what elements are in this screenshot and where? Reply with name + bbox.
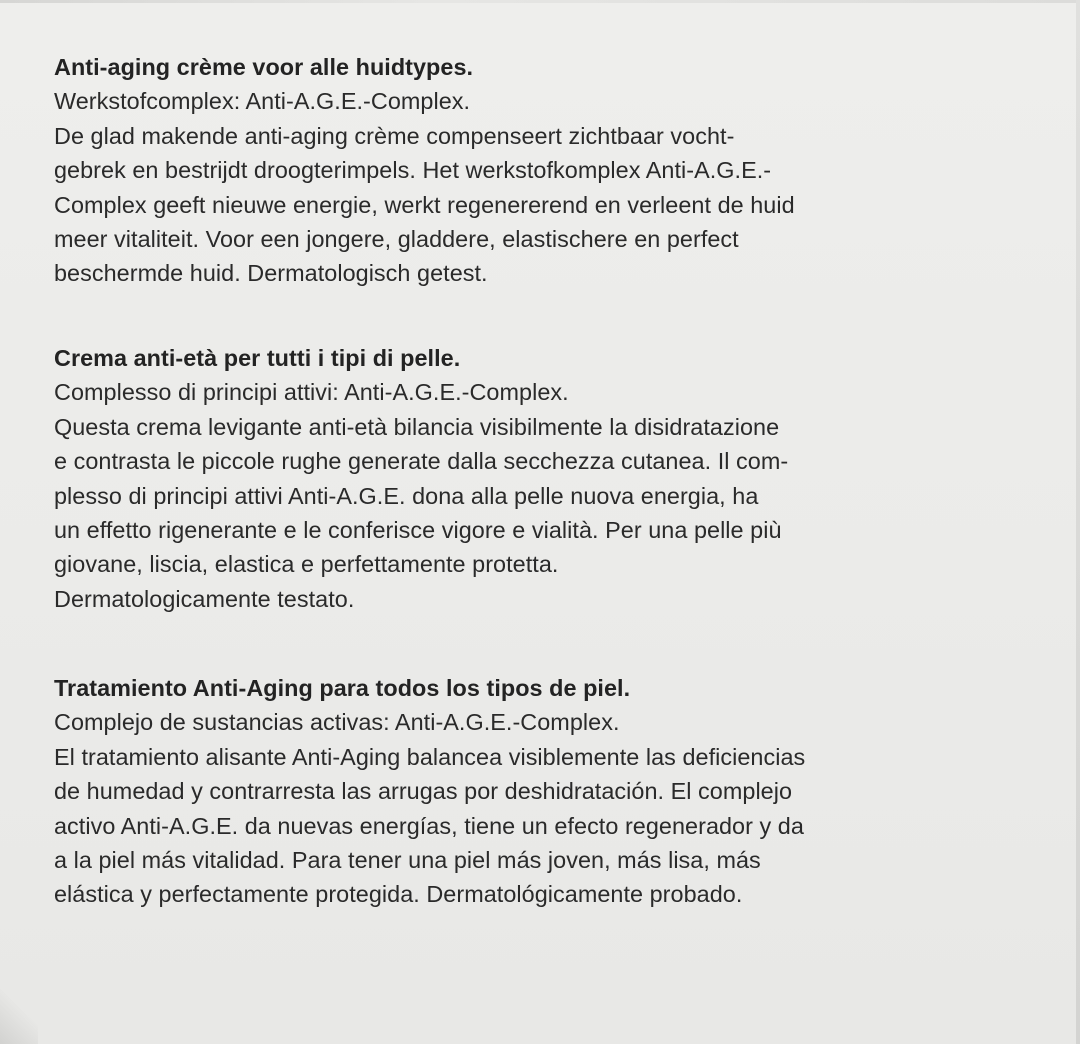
text-line: El tratamiento alisante Anti-Aging balancea visiblemente las deficiencias	[54, 743, 806, 770]
text-line: de humedad y contrarresta las arrugas por deshidratación. El complejo	[54, 778, 793, 805]
text-line: Dermatologicamente testato.	[54, 585, 355, 612]
section-heading: Crema anti-età per tutti i tipi di pelle.	[54, 345, 461, 371]
text-line: a la piel más vitalidad. Para tener una piel más joven, más lisa, más	[54, 847, 761, 874]
text-line: gebrek en bestrijdt droogterimpels. Het werkstofkomplex Anti-A.G.E.-	[54, 157, 772, 184]
text-line: Werkstofcomplex: Anti-A.G.E.-Complex.	[54, 88, 471, 115]
text-line: e contrasta le piccole rughe generate dalla secchezza cutanea. Il com-	[54, 448, 789, 475]
box-top-edge	[0, 0, 1080, 3]
text-line: plesso di principi attivi Anti-A.G.E. dona alla pelle nuova energia, ha	[54, 482, 759, 509]
text-line: meer vitaliteit. Voor een jongere, gladdere, elastischere en perfect	[54, 226, 739, 253]
text-line: elástica y perfectamente protegida. Dermatológicamente probado.	[54, 881, 743, 908]
section-heading: Tratamiento Anti-Aging para todos los tipos de piel.	[54, 675, 631, 701]
section-heading: Anti-aging crème voor alle huidtypes.	[54, 54, 474, 80]
section-dutch	[54, 50, 1054, 291]
text-line: un effetto rigenerante e le conferisce vigore e vialità. Per una pelle più	[54, 517, 782, 544]
box-corner-shadow	[0, 984, 38, 1044]
text-line: giovane, liscia, elastica e perfettamente protetta.	[54, 551, 559, 578]
section-italian	[54, 341, 1054, 616]
text-line: activo Anti-A.G.E. da nuevas energías, tiene un efecto regenerador y da	[54, 812, 804, 839]
box-right-edge	[1076, 0, 1080, 1044]
text-line: Complesso di principi attivi: Anti-A.G.E.-Complex.	[54, 379, 569, 406]
section-spanish	[54, 671, 1054, 912]
text-line: Questa crema levigante anti-età bilancia visibilmente la disidratazione	[54, 413, 780, 440]
text-line: De glad makende anti-aging crème compenseert zichtbaar vocht-	[54, 122, 735, 149]
text-line: beschermde huid. Dermatologisch getest.	[54, 260, 488, 287]
text-line: Complex geeft nieuwe energie, werkt regenererend en verleent de huid	[54, 191, 795, 218]
text-line: Complejo de sustancias activas: Anti-A.G.E.-Complex.	[54, 709, 620, 736]
